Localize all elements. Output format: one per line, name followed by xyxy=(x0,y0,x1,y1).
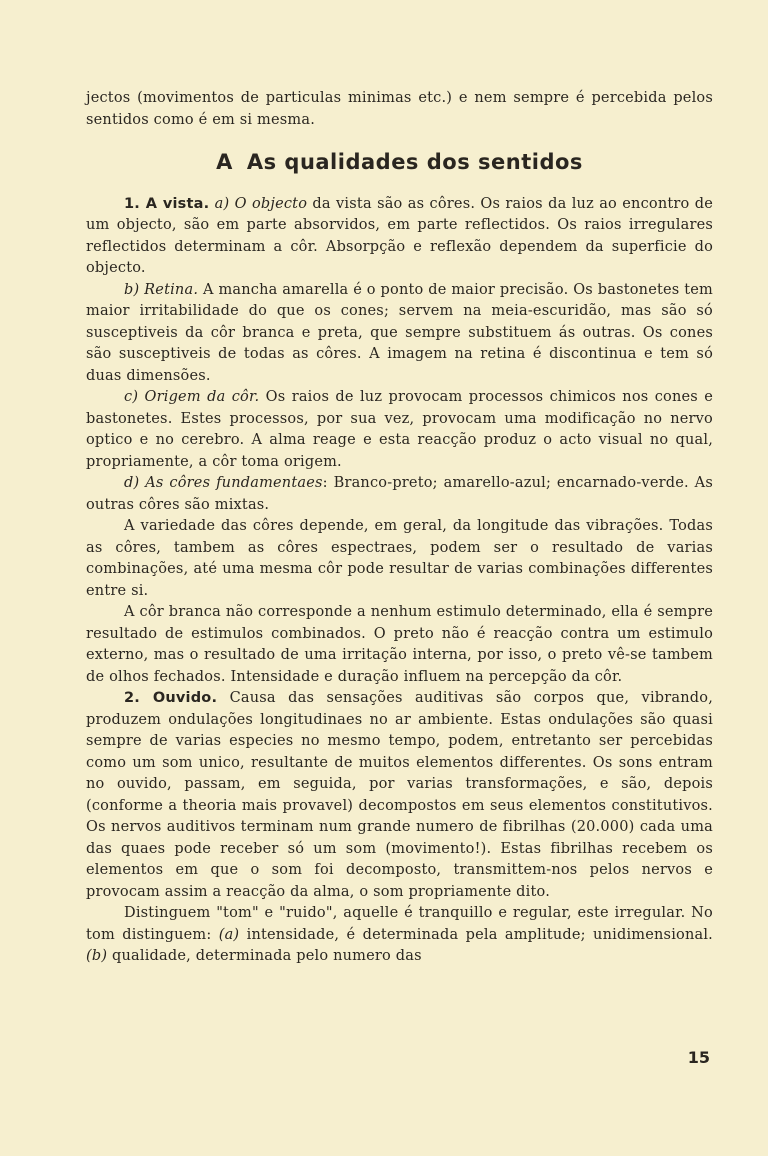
ouvido-paragraph-tone xyxy=(86,903,713,968)
section-heading xyxy=(86,152,713,174)
vista-paragraph-c xyxy=(86,387,713,473)
ouvido-paragraph xyxy=(86,688,713,903)
page-number: 15 xyxy=(687,1048,710,1067)
tone-text: qualidade, determinada pelo numero das xyxy=(107,948,422,964)
item-marker: a) xyxy=(214,195,230,212)
intro-paragraph: jectos (movimentos de particulas minimas etc.) e nem sempre é percebida pelos sentidos como é em si mesma. xyxy=(86,90,713,128)
ouvido-label: 2. Ouvido. xyxy=(124,690,218,706)
item-title: Retina. xyxy=(144,281,199,298)
section-title: As qualidades dos sentidos xyxy=(246,150,583,174)
item-marker: d) xyxy=(124,475,140,491)
vista-paragraph-d xyxy=(86,473,713,516)
item-text: : Branco-preto; amarello-azul; encarnado-verde. As outras côres são mixtas. xyxy=(86,475,713,513)
page-text xyxy=(86,88,713,968)
item-marker: b) xyxy=(124,281,140,298)
item-marker: c) xyxy=(124,389,139,405)
item-title: Origem da côr. xyxy=(144,389,260,405)
vista-paragraph-variety: A variedade das côres depende, em geral, da longitude das vibrações. Todas as côres, tambem as côres espectraes, podem ser o resultado de varias combinações, até uma mesma côr pode resultar de varias combinações differentes entre si. xyxy=(86,518,713,599)
vista-paragraph-a xyxy=(86,194,713,280)
tone-text: intensidade, é determinada pela amplitude; unidimensional. xyxy=(239,926,713,943)
item-title: As côres fundamentaes xyxy=(145,475,323,491)
vista-label: 1. A vista. xyxy=(124,195,210,212)
item-text: da vista são as côres. Os raios da luz ao encontro de um objecto, são em parte absorvidos, em parte reflectidos. Os raios irregulares reflectidos determinam a côr. Absorpção e reflexão dependem da superficie do objecto. xyxy=(86,195,713,276)
vista-paragraph-b xyxy=(86,280,713,388)
item-text: A mancha amarella é o ponto de maior precisão. Os bastonetes tem maior irritabilidade do que os cones; servem na meia-escuridão, mas são só susceptiveis da côr branca e preta, que sempre substituem ás outras. Os cones são susceptiveis de todas as côres. A imagem na retina é discontinua e tem só duas dimensões. xyxy=(86,281,714,384)
item-text: Os raios de luz provocam processos chimicos nos cones e bastonetes. Estes processos, por sua vez, provocam uma modificação no nervo optico e no cerebro. A alma reage e esta reacção produz o acto visual no qual, propriamente, a côr toma origem. xyxy=(86,389,714,470)
ouvido-text: Causa das sensações auditivas são corpos que, vibrando, produzem ondulações longitudinaes no ar ambiente. Estas ondulações são quasi sempre de varias especies no mesmo tempo, podem, entretanto ser percebidas como um som unico, resultante de muitos elementos differentes. Os sons entram no ouvido, passam, em seguida, por varias transformações, e são, depois (conforme a theoria mais provavel) decompostos em seus elementos constitutivos. Os nervos auditivos terminam num grande numero de fibrilhas (20.000) cada uma das quaes pode receber só um som (movimento!). Estas fibrilhas recebem os elementos em que o som foi decomposto, transmittem-nos pelos nervos e provocam assim a reacção da alma, o som propriamente dito. xyxy=(86,690,713,900)
tone-text: Distinguem "tom" e "ruido", aquelle é tranquillo e regular, este irregular. No tom distinguem: xyxy=(86,905,713,943)
item-marker: (a) xyxy=(218,926,240,943)
vista-paragraph-white: A côr branca não corresponde a nenhum estimulo determinado, ella é sempre resultado de estimulos combinados. O preto não é reacção contra um estimulo externo, mas o resultado de uma irritação interna, por isso, o preto vê-se tambem de olhos fechados. Intensidade e duração influem na percepção da côr. xyxy=(86,604,713,685)
item-title: O objecto xyxy=(234,195,308,212)
item-marker: (b) xyxy=(86,948,108,964)
section-letter: A xyxy=(216,150,233,174)
